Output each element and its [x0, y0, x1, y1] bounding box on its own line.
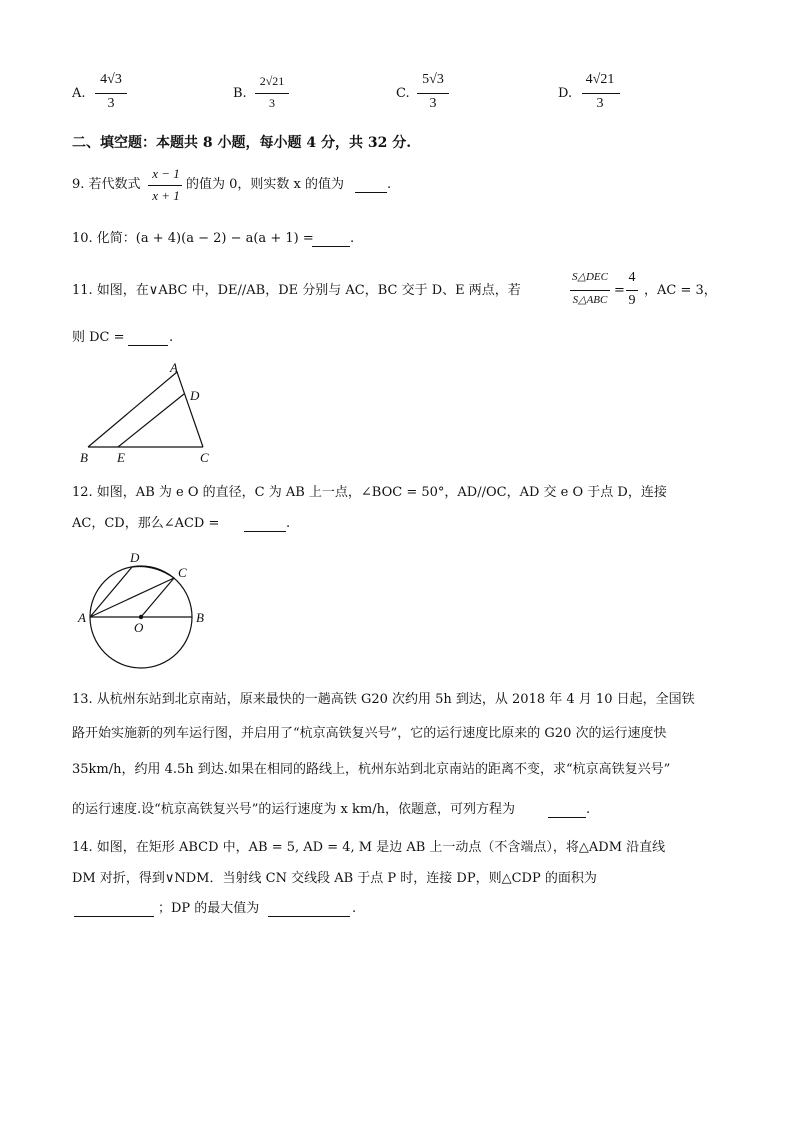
- q11-area-fraction-bar: [570, 290, 610, 291]
- q14-area-answer-blank[interactable]: [74, 904, 154, 917]
- q11-line1-end: ，AC = 3，: [644, 283, 717, 298]
- q9-prefix: 9. 若代数式: [72, 177, 141, 192]
- section-heading: 二、填空题：本题共 8 小题，每小题 4 分，共 32 分.: [72, 135, 412, 151]
- triangle-figure: [70, 358, 230, 468]
- q13-line4: 的运行速度.设“杭京高铁复兴号”的运行速度为 x km/h，依题意，可列方程为: [72, 802, 515, 817]
- q12-line1: 12. 如图，AB 为 e O 的直径，C 为 AB 上一点，∠BOC = 50°，AD//OC，AD 交 e O 于点 D，连接: [72, 485, 667, 500]
- label-e: E: [117, 450, 125, 465]
- q12-answer-blank[interactable]: [244, 519, 286, 532]
- label-d: D: [130, 550, 140, 565]
- label-o: O: [134, 620, 144, 635]
- q12-line2: AC，CD，那么∠ACD =: [72, 516, 220, 531]
- q10-answer-blank[interactable]: [312, 234, 350, 247]
- q14-line2: DM 对折，得到∨NDM．当射线 CN 交线段 AB 于点 P 时，连接 DP，则△CDP 的面积为: [72, 871, 597, 886]
- q14-line1: 14. 如图，在矩形 ABCD 中，AB = 5, AD = 4, M 是边 AB 上一动点（不含端点），将△ADM 沿直线: [72, 840, 666, 855]
- q14-max-answer-blank[interactable]: [268, 904, 350, 917]
- q14-end: .: [352, 901, 357, 916]
- option-b-denominator: 3: [269, 96, 275, 110]
- option-b-letter: B.: [233, 86, 247, 101]
- q11-equals: =: [614, 283, 625, 298]
- q9-denominator: x + 1: [152, 188, 180, 203]
- q11-ratio-numerator: 4: [628, 270, 636, 285]
- q10-text: 10. 化简：(a + 4)(a − 2) − a(a + 1) =: [72, 231, 314, 246]
- option-c-denominator: 3: [429, 96, 437, 111]
- option-d-denominator: 3: [596, 96, 604, 111]
- q14-line3: ；DP 的最大值为: [158, 901, 260, 916]
- q11-area-numerator: S△DEC: [572, 271, 608, 283]
- q9-fraction-bar: [148, 185, 182, 186]
- q9-suffix: 的值为 0，则实数 x 的值为: [186, 177, 344, 192]
- q11-end: .: [169, 330, 174, 345]
- q9-answer-blank[interactable]: [355, 180, 387, 193]
- segment-de: [118, 394, 184, 447]
- label-b: B: [80, 450, 88, 465]
- option-a-numerator: 4√3: [100, 72, 122, 87]
- segment-cd: [132, 566, 174, 578]
- label-a: A: [170, 360, 178, 375]
- q12-end: .: [286, 516, 291, 531]
- q11-answer-blank[interactable]: [128, 333, 168, 346]
- q13-line2: 路开始实施新的列车运行图，并启用了“杭京高铁复兴号”，它的运行速度比原来的 G20 次的运行速度快: [72, 726, 667, 741]
- q11-ratio-denominator: 9: [628, 293, 636, 308]
- q13-end: .: [586, 802, 591, 817]
- center-point: [139, 615, 143, 619]
- option-a-fraction-bar: [95, 93, 127, 94]
- segment-oc: [141, 578, 174, 617]
- q10-end: .: [350, 231, 355, 246]
- label-d: D: [190, 388, 200, 403]
- option-a-denominator: 3: [107, 96, 115, 111]
- segment-ac: [177, 372, 203, 447]
- q11-area-denominator: S△ABC: [572, 294, 608, 306]
- q13-line3: 35km/h，约用 4.5h 到达.如果在相同的路线上，杭州东站到北京南站的距离不变，求“杭京高铁复兴号”: [72, 762, 671, 777]
- option-b-numerator: 2√21: [259, 74, 285, 88]
- q13-line1: 13. 从杭州东站到北京南站，原来最快的一趟高铁 G20 次约用 5h 到达，从 2018 年 4 月 10 日起，全国铁: [72, 692, 695, 707]
- option-d-numerator: 4√21: [585, 72, 615, 87]
- q11-ratio-bar: [626, 290, 638, 291]
- label-c: C: [200, 450, 209, 465]
- option-c-numerator: 5√3: [422, 72, 444, 87]
- option-c-letter: C.: [396, 86, 410, 101]
- q11-line2: 则 DC =: [72, 330, 125, 345]
- circle-figure: [74, 548, 214, 672]
- q11-line1: 11. 如图，在∨ABC 中，DE//AB，DE 分别与 AC，BC 交于 D、E 两点，若: [72, 283, 521, 298]
- option-b-fraction-bar: [255, 93, 289, 94]
- label-b: B: [196, 610, 204, 625]
- option-d-letter: D.: [558, 86, 573, 101]
- option-d-fraction-bar: [582, 93, 620, 94]
- label-c: C: [178, 565, 187, 580]
- q9-end: .: [387, 177, 392, 192]
- label-a: A: [78, 610, 86, 625]
- option-c-fraction-bar: [417, 93, 449, 94]
- option-a-letter: A.: [72, 86, 86, 101]
- q9-numerator: x − 1: [152, 166, 180, 181]
- q13-answer-blank[interactable]: [548, 805, 586, 818]
